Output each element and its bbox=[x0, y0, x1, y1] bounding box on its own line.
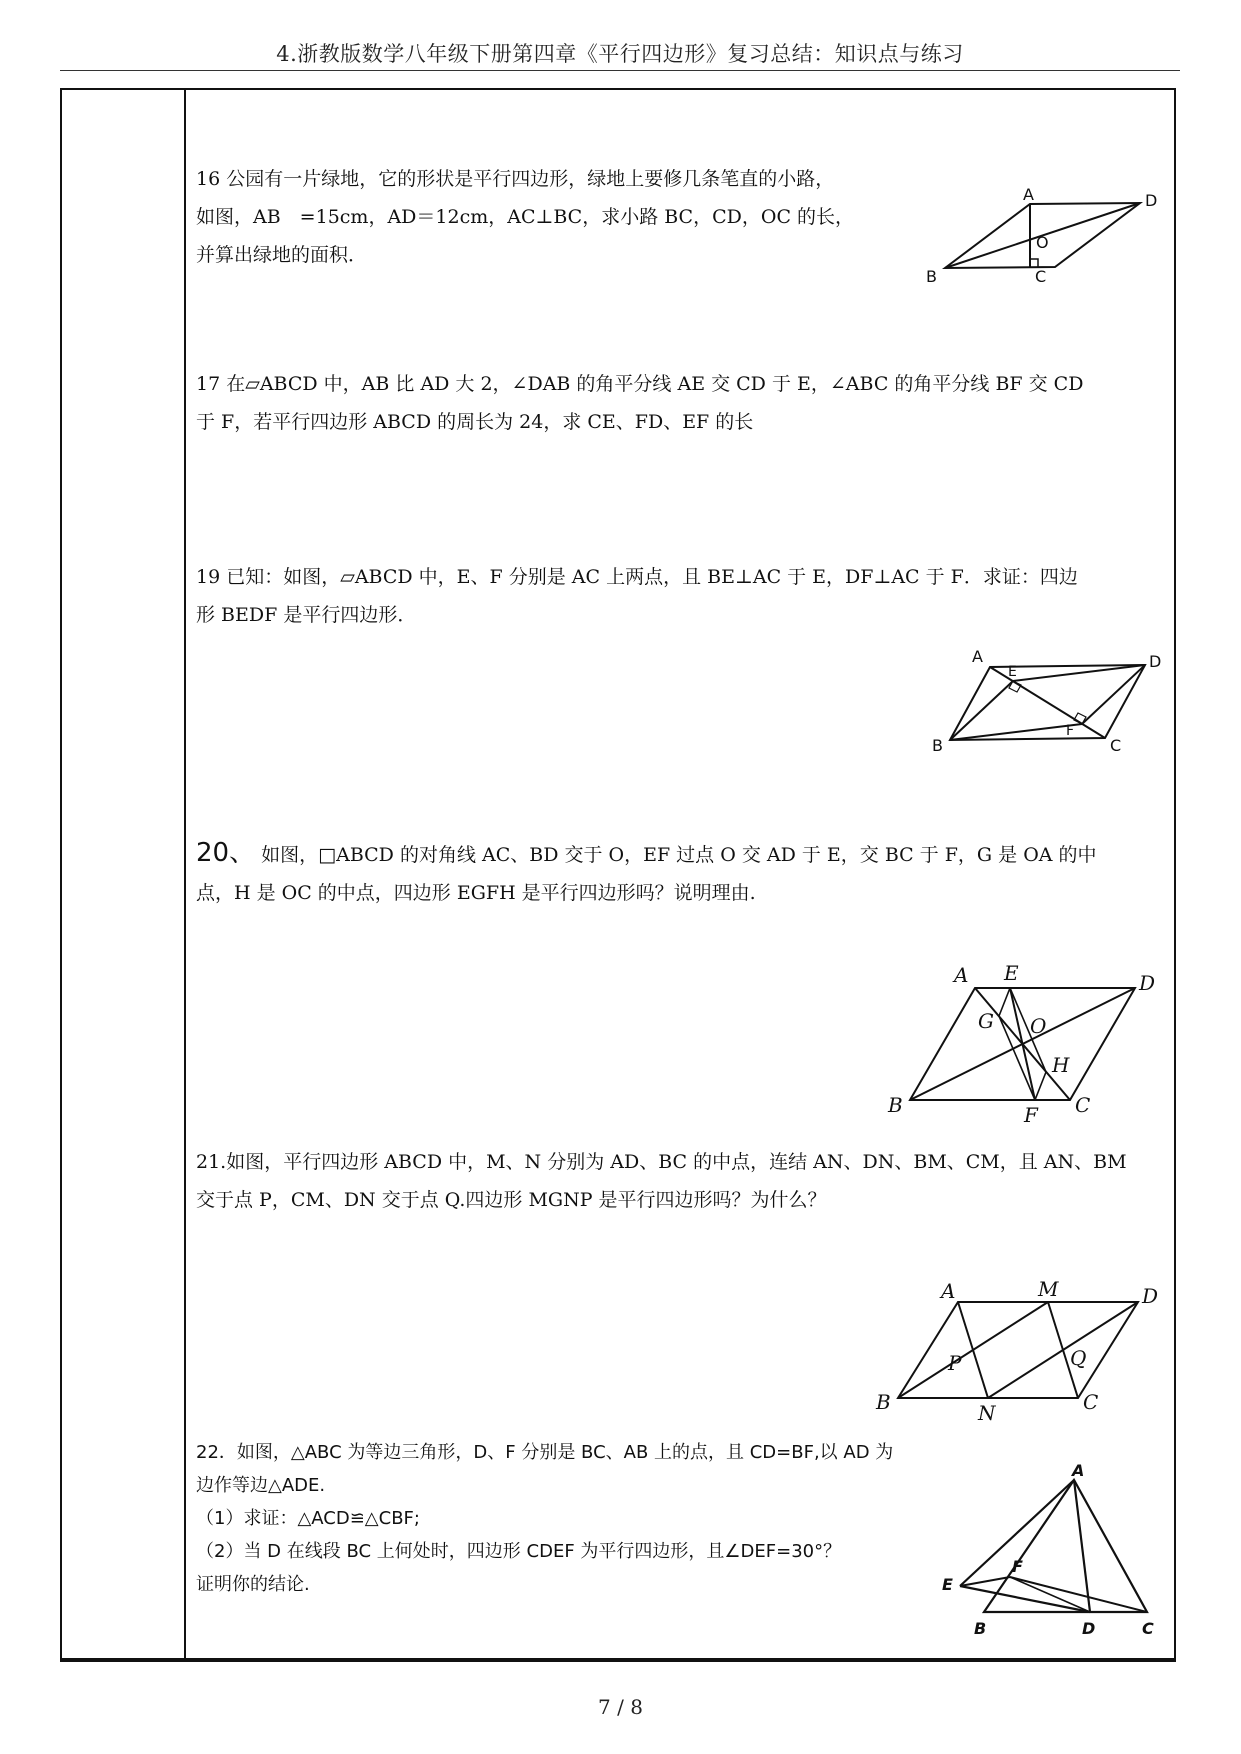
question-20-line-2: 点，H 是 OC 的中点，四边形 EGFH 是平行四边形吗？说明理由. bbox=[196, 882, 756, 904]
fig16-label-b: B bbox=[926, 267, 937, 286]
fig22-label-c: C bbox=[1142, 1619, 1154, 1638]
figure-16-parallelogram bbox=[920, 180, 1160, 290]
figure-22-triangle bbox=[942, 1461, 1172, 1642]
fig21-label-n: N bbox=[978, 1401, 996, 1425]
figure-19-parallelogram bbox=[930, 645, 1170, 760]
fig20-label-c: C bbox=[1075, 1093, 1091, 1117]
fig20-label-o: O bbox=[1030, 1014, 1047, 1038]
question-17-line-1: 17 在▱ABCD 中，AB 比 AD 大 2，∠DAB 的角平分线 AE 交 CD 于 E，∠ABC 的角平分线 BF 交 CD bbox=[196, 373, 1084, 395]
fig20-label-a: A bbox=[954, 963, 969, 987]
fig20-label-h: H bbox=[1052, 1053, 1070, 1077]
question-22-line-4: （2）当 D 在线段 BC 上何处时，四边形 CDEF 为平行四边形，且∠DEF=30°？ bbox=[196, 1541, 842, 1562]
fig22-label-f: F bbox=[1012, 1557, 1023, 1576]
fig21-label-p: P bbox=[948, 1351, 962, 1375]
question-22 bbox=[196, 1436, 893, 1601]
header-rule bbox=[60, 70, 1180, 71]
question-21 bbox=[196, 1143, 1127, 1219]
fig19-label-a: A bbox=[972, 647, 983, 666]
fig16-label-d: D bbox=[1145, 191, 1158, 210]
fig21-label-c: C bbox=[1083, 1390, 1099, 1414]
fig19-label-e: E bbox=[1008, 664, 1017, 680]
fig21-label-a: A bbox=[941, 1279, 956, 1303]
fig19-label-d: D bbox=[1149, 652, 1162, 671]
fig22-label-a: A bbox=[1072, 1461, 1085, 1480]
question-22-line-3: （1）求证：△ACD≌△CBF; bbox=[196, 1508, 420, 1529]
fig20-label-e: E bbox=[1004, 961, 1019, 985]
question-21-line-2: 交于点 P，CM、DN 交于点 Q.四边形 MGNP 是平行四边形吗？为什么？ bbox=[196, 1189, 827, 1211]
question-19 bbox=[196, 558, 1078, 634]
question-16-line-1: 16 公园有一片绿地，它的形状是平行四边形，绿地上要修几条笔直的小路， bbox=[196, 168, 835, 190]
fig19-label-c: C bbox=[1110, 736, 1122, 755]
question-20-line-1: 如图，□ABCD 的对角线 AC、BD 交于 O，EF 过点 O 交 AD 于 E，交 BC 于 F，G 是 OA 的中 bbox=[261, 844, 1097, 866]
fig16-label-c: C bbox=[1035, 267, 1047, 286]
question-21-line-1: 21.如图，平行四边形 ABCD 中，M、N 分别为 AD、BC 的中点，连结 AN、DN、BM、CM，且 AN、BM bbox=[196, 1151, 1127, 1173]
fig21-label-b: B bbox=[876, 1390, 891, 1414]
fig21-label-m: M bbox=[1038, 1277, 1059, 1301]
fig20-label-g: G bbox=[978, 1009, 994, 1033]
question-16-line-2: 如图，AB =15cm，AD＝12cm，AC⊥BC，求小路 BC，CD，OC 的长， bbox=[196, 206, 855, 228]
question-17 bbox=[196, 365, 1083, 441]
fig21-label-q: Q bbox=[1070, 1346, 1087, 1370]
fig22-label-e: E bbox=[942, 1575, 953, 1594]
question-16-line-3: 并算出绿地的面积． bbox=[196, 244, 368, 266]
fig22-label-b: B bbox=[974, 1619, 987, 1638]
figure-20-parallelogram bbox=[880, 960, 1160, 1135]
question-20-number: 20、 bbox=[196, 838, 256, 868]
question-19-line-1: 19 已知：如图，▱ABCD 中，E、F 分别是 AC 上两点，且 BE⊥AC 于 E，DF⊥AC 于 F．求证：四边 bbox=[196, 566, 1078, 588]
table-column-divider bbox=[184, 88, 186, 1660]
question-17-line-2: 于 F，若平行四边形 ABCD 的周长为 24，求 CE、FD、EF 的长 bbox=[196, 411, 754, 433]
fig19-label-b: B bbox=[932, 736, 943, 755]
fig20-label-d: D bbox=[1139, 971, 1156, 995]
fig16-label-o: O bbox=[1036, 233, 1049, 252]
figure-21-parallelogram bbox=[868, 1277, 1159, 1425]
fig21-label-d: D bbox=[1142, 1284, 1159, 1308]
question-22-line-1: 22．如图，△ABC 为等边三角形，D、F 分别是 BC、AB 上的点，且 CD=BF,以 AD 为 bbox=[196, 1442, 894, 1463]
fig16-label-a: A bbox=[1023, 185, 1034, 204]
question-20 bbox=[196, 834, 1097, 912]
page-number: 7 / 8 bbox=[598, 1695, 643, 1719]
question-22-line-2: 边作等边△ADE. bbox=[196, 1475, 326, 1496]
question-16 bbox=[196, 160, 854, 274]
document-header: 4.浙教版数学八年级下册第四章《平行四边形》复习总结：知识点与练习 bbox=[276, 42, 964, 66]
question-22-line-5: 证明你的结论. bbox=[196, 1574, 310, 1595]
fig20-label-b: B bbox=[888, 1093, 903, 1117]
fig19-label-f: F bbox=[1066, 723, 1075, 739]
fig20-label-f: F bbox=[1024, 1103, 1038, 1127]
question-19-line-2: 形 BEDF 是平行四边形． bbox=[196, 604, 417, 626]
fig22-label-d: D bbox=[1082, 1619, 1096, 1638]
